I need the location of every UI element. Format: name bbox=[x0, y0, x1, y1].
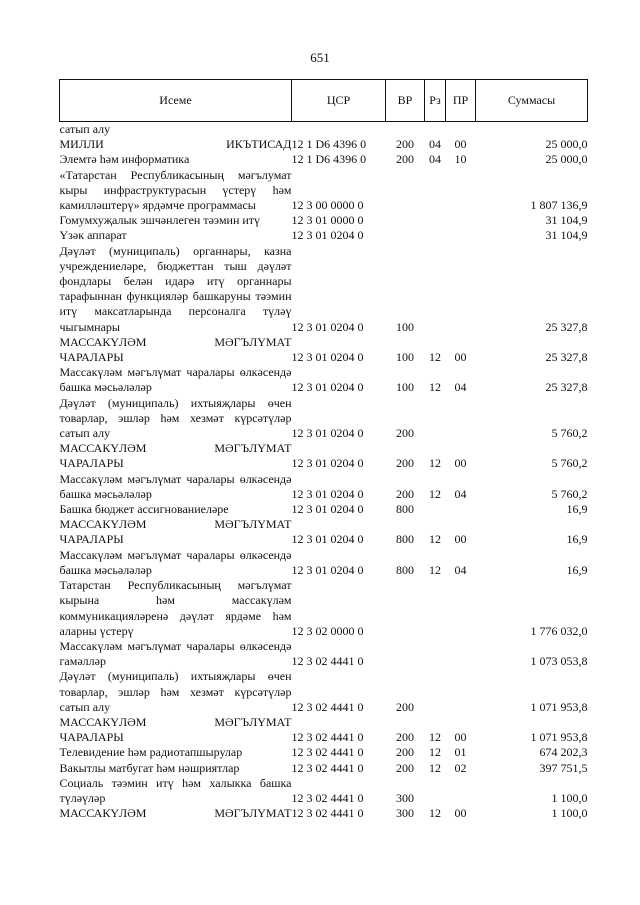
cell-sum: 1 776 032,0 bbox=[530, 623, 588, 638]
cell-vr: 200 bbox=[396, 426, 414, 441]
cell-rz bbox=[425, 122, 446, 138]
cell-pr: 04 bbox=[454, 562, 467, 577]
cell-pr bbox=[446, 669, 476, 715]
cell-rz: 12 bbox=[429, 730, 441, 745]
table-row bbox=[60, 168, 588, 214]
cell-name: МАССАКҮЛӘМ МӘГЪЛҮМАТ ЧАРАЛАРЫ bbox=[59, 334, 292, 365]
cell-vr bbox=[386, 122, 425, 138]
cell-name: сатып алу bbox=[59, 122, 111, 136]
cell-vr: 300 bbox=[396, 790, 414, 805]
cell-rz bbox=[425, 578, 446, 639]
table-row bbox=[60, 365, 588, 395]
cell-rz bbox=[425, 244, 446, 335]
cell-pr: 02 bbox=[454, 760, 467, 775]
cell-csr: 12 3 02 4441 0 bbox=[291, 699, 364, 714]
cell-vr: 200 bbox=[396, 760, 414, 775]
cell-csr: 12 3 01 0204 0 bbox=[291, 228, 364, 243]
cell-rz bbox=[425, 168, 446, 214]
table-row bbox=[60, 715, 588, 745]
cell-pr bbox=[446, 502, 476, 517]
cell-vr: 100 bbox=[396, 319, 414, 334]
cell-sum: 31 104,9 bbox=[545, 213, 588, 228]
table-row bbox=[60, 228, 588, 243]
header-name: Исеме bbox=[60, 80, 292, 122]
cell-sum: 1 100,0 bbox=[551, 806, 588, 821]
cell-sum: 5 760,2 bbox=[551, 456, 588, 471]
cell-vr bbox=[386, 168, 425, 214]
budget-table bbox=[59, 79, 588, 821]
cell-name: Массакүләм мәгълүмат чаралары өлкәсендә гамәлләр bbox=[59, 638, 292, 669]
table-row bbox=[60, 396, 588, 442]
cell-name: МАССАКҮЛӘМ МӘГЪЛҮМАТ ЧАРАЛАРЫ bbox=[59, 714, 292, 745]
cell-pr bbox=[446, 639, 476, 669]
cell-csr: 12 3 02 0000 0 bbox=[291, 623, 364, 638]
cell-rz bbox=[425, 228, 446, 243]
cell-vr bbox=[386, 578, 425, 639]
cell-pr: 00 bbox=[454, 730, 467, 745]
cell-name: МАССАКҮЛӘМ МӘГЪЛҮМАТ bbox=[59, 806, 292, 821]
table-row bbox=[60, 502, 588, 517]
cell-sum: 25 327,8 bbox=[545, 319, 588, 334]
table-row bbox=[60, 152, 588, 167]
cell-name: Үзәк аппарат bbox=[59, 228, 127, 243]
cell-pr bbox=[446, 122, 476, 138]
table-row bbox=[60, 441, 588, 471]
cell-sum: 25 327,8 bbox=[545, 380, 588, 395]
cell-name: Дәүләт (муниципаль) ихтыяҗлары өчен товарлар, эшләр һәм хезмәт күрсәтүләр сатып алу bbox=[59, 395, 292, 441]
cell-name: МАССАКҮЛӘМ МӘГЪЛҮМАТ ЧАРАЛАРЫ bbox=[59, 517, 292, 547]
table-row bbox=[60, 578, 588, 639]
header-vr: ВР bbox=[386, 80, 425, 122]
cell-rz: 04 bbox=[429, 137, 441, 152]
cell-pr: 04 bbox=[454, 486, 467, 501]
cell-csr: 12 3 02 4441 0 bbox=[291, 730, 364, 745]
table-row bbox=[60, 472, 588, 502]
cell-vr: 800 bbox=[396, 502, 414, 517]
cell-sum: 674 202,3 bbox=[539, 745, 588, 760]
cell-csr: 12 3 01 0204 0 bbox=[291, 486, 364, 501]
cell-rz: 12 bbox=[429, 745, 441, 760]
cell-rz: 12 bbox=[429, 350, 441, 365]
cell-csr bbox=[292, 122, 386, 138]
cell-csr: 12 3 01 0204 0 bbox=[291, 319, 364, 334]
cell-name: Башка бюджет ассигнованиеләре bbox=[59, 502, 229, 517]
cell-rz: 12 bbox=[429, 532, 441, 547]
cell-pr: 01 bbox=[454, 745, 467, 760]
cell-sum: 1 073 053,8 bbox=[530, 654, 588, 669]
cell-csr: 12 3 02 4441 0 bbox=[291, 760, 364, 775]
cell-csr: 12 3 01 0204 0 bbox=[291, 532, 364, 547]
cell-sum: 1 100,0 bbox=[551, 790, 588, 805]
cell-rz bbox=[425, 776, 446, 806]
cell-sum bbox=[476, 122, 588, 138]
cell-sum: 5 760,2 bbox=[551, 426, 588, 441]
header-pr: ПР bbox=[446, 80, 476, 122]
cell-vr: 200 bbox=[396, 486, 414, 501]
cell-pr bbox=[446, 776, 476, 806]
cell-csr: 12 3 01 0204 0 bbox=[291, 562, 364, 577]
cell-pr: 04 bbox=[454, 380, 467, 395]
table-row bbox=[60, 335, 588, 365]
cell-pr bbox=[446, 168, 476, 214]
cell-csr: 12 3 02 4441 0 bbox=[291, 654, 364, 669]
cell-vr: 800 bbox=[396, 532, 414, 547]
cell-sum: 16,9 bbox=[566, 532, 588, 547]
cell-pr: 00 bbox=[454, 456, 467, 471]
cell-rz: 12 bbox=[429, 456, 441, 471]
cell-pr: 10 bbox=[454, 152, 467, 167]
cell-vr: 300 bbox=[396, 806, 414, 821]
cell-csr: 12 3 01 0204 0 bbox=[291, 426, 364, 441]
cell-pr: 00 bbox=[454, 532, 467, 547]
cell-sum: 31 104,9 bbox=[545, 228, 588, 243]
cell-pr bbox=[446, 396, 476, 442]
cell-vr bbox=[386, 228, 425, 243]
header-sum: Суммасы bbox=[476, 80, 588, 122]
table-row bbox=[60, 806, 588, 821]
cell-csr: 12 3 01 0204 0 bbox=[291, 456, 364, 471]
cell-pr bbox=[446, 244, 476, 335]
table-row bbox=[60, 137, 588, 152]
cell-name: Татарстан Республикасының мәгълүмат кырына һәм массакүләм коммуникацияләренә дәүләт ярдәме һәм аларны үстерү bbox=[59, 578, 292, 638]
cell-vr: 200 bbox=[396, 456, 414, 471]
cell-vr bbox=[386, 213, 425, 228]
cell-pr bbox=[446, 213, 476, 228]
cell-pr bbox=[446, 578, 476, 639]
header-rz: Рз bbox=[425, 80, 446, 122]
cell-name: Телевидение һәм радиотапшырулар bbox=[59, 745, 243, 760]
cell-rz bbox=[425, 213, 446, 228]
cell-csr: 12 3 02 4441 0 bbox=[291, 745, 364, 760]
cell-vr: 100 bbox=[396, 380, 414, 395]
cell-sum: 25 000,0 bbox=[545, 137, 588, 152]
cell-pr: 00 bbox=[454, 350, 467, 365]
cell-sum: 25 327,8 bbox=[545, 350, 588, 365]
cell-rz: 12 bbox=[429, 562, 441, 577]
table-row bbox=[60, 745, 588, 760]
cell-rz: 12 bbox=[429, 806, 441, 821]
cell-sum: 1 071 953,8 bbox=[530, 730, 588, 745]
cell-vr: 100 bbox=[396, 350, 414, 365]
table-row bbox=[60, 122, 588, 138]
cell-vr: 200 bbox=[396, 137, 414, 152]
cell-vr: 200 bbox=[396, 745, 414, 760]
table-row bbox=[60, 639, 588, 669]
cell-sum: 25 000,0 bbox=[545, 152, 588, 167]
cell-name: Массакүләм мәгълүмат чаралары өлкәсендә башка мәсьәләләр bbox=[59, 365, 292, 395]
cell-rz: 04 bbox=[429, 152, 441, 167]
cell-csr: 12 3 01 0204 0 bbox=[291, 380, 364, 395]
cell-rz bbox=[425, 669, 446, 715]
cell-rz bbox=[425, 396, 446, 442]
cell-name: Массакүләм мәгълүмат чаралары өлкәсендә башка мәсьәләләр bbox=[59, 471, 292, 501]
cell-sum: 16,9 bbox=[566, 502, 588, 517]
cell-csr: 12 3 02 4441 0 bbox=[291, 790, 364, 805]
cell-sum: 1 807 136,9 bbox=[530, 198, 588, 213]
cell-sum: 1 071 953,8 bbox=[530, 699, 588, 714]
cell-name: МАССАКҮЛӘМ МӘГЪЛҮМАТ ЧАРАЛАРЫ bbox=[59, 441, 292, 471]
cell-sum: 16,9 bbox=[566, 562, 588, 577]
page-number: 651 bbox=[310, 50, 330, 65]
table-row bbox=[60, 669, 588, 715]
cell-sum: 397 751,5 bbox=[539, 760, 588, 775]
cell-name: МИЛЛИ ИКЪТИСАД bbox=[59, 137, 292, 152]
cell-csr: 12 3 02 4441 0 bbox=[291, 806, 364, 821]
table-row bbox=[60, 548, 588, 578]
cell-pr: 00 bbox=[454, 806, 467, 821]
table-row bbox=[60, 244, 588, 335]
cell-vr: 200 bbox=[396, 699, 414, 714]
cell-name: Дәүләт (муниципаль) ихтыяҗлары өчен товарлар, эшләр һәм хезмәт күрсәтүләр сатып алу bbox=[59, 669, 292, 714]
cell-name: Дәүләт (муниципаль) органнары, казна учреждениеләре, бюджеттан тыш дәүләт фондлары белән идарә итү органнары тарафыннан функцияләр башкаруны тәэмин итү максатларында персоналга түләү чыгымнары bbox=[59, 243, 292, 334]
cell-vr bbox=[386, 639, 425, 669]
cell-name: Вакытлы матбугат һәм нәшриятлар bbox=[59, 760, 240, 775]
cell-csr: 12 3 01 0204 0 bbox=[291, 502, 364, 517]
table-row bbox=[60, 517, 588, 547]
table-header-row bbox=[60, 80, 588, 122]
cell-name: Массакүләм мәгълүмат чаралары өлкәсендә башка мәсьәләләр bbox=[59, 547, 292, 577]
table-row bbox=[60, 213, 588, 228]
cell-name: Социаль тәэмин итү һәм халыкка башка түләүләр bbox=[59, 775, 292, 805]
cell-rz bbox=[425, 639, 446, 669]
cell-name: Гомумхуҗалык эшчәнлеген тәэмин итү bbox=[59, 213, 261, 228]
cell-csr: 12 3 01 0000 0 bbox=[291, 213, 364, 228]
cell-csr: 12 3 00 0000 0 bbox=[291, 198, 364, 213]
cell-csr: 12 1 D6 4396 0 bbox=[291, 137, 367, 152]
cell-name: Элемтә һәм информатика bbox=[59, 152, 190, 167]
cell-rz: 12 bbox=[429, 486, 441, 501]
cell-pr bbox=[446, 228, 476, 243]
table-row bbox=[60, 776, 588, 806]
header-csr: ЦСР bbox=[292, 80, 386, 122]
cell-vr: 200 bbox=[396, 152, 414, 167]
cell-rz bbox=[425, 502, 446, 517]
cell-vr: 200 bbox=[396, 730, 414, 745]
cell-rz: 12 bbox=[429, 380, 441, 395]
cell-name: «Татарстан Республикасының мәгълумат кыры инфраструктурасын үстерү һәм камилләштерү» ярдәмче программасы bbox=[59, 167, 292, 213]
cell-pr: 00 bbox=[454, 137, 467, 152]
cell-vr: 800 bbox=[396, 562, 414, 577]
cell-csr: 12 1 D6 4396 0 bbox=[291, 152, 367, 167]
table-row bbox=[60, 761, 588, 776]
cell-sum: 5 760,2 bbox=[551, 486, 588, 501]
cell-rz: 12 bbox=[429, 760, 441, 775]
cell-csr: 12 3 01 0204 0 bbox=[291, 350, 364, 365]
